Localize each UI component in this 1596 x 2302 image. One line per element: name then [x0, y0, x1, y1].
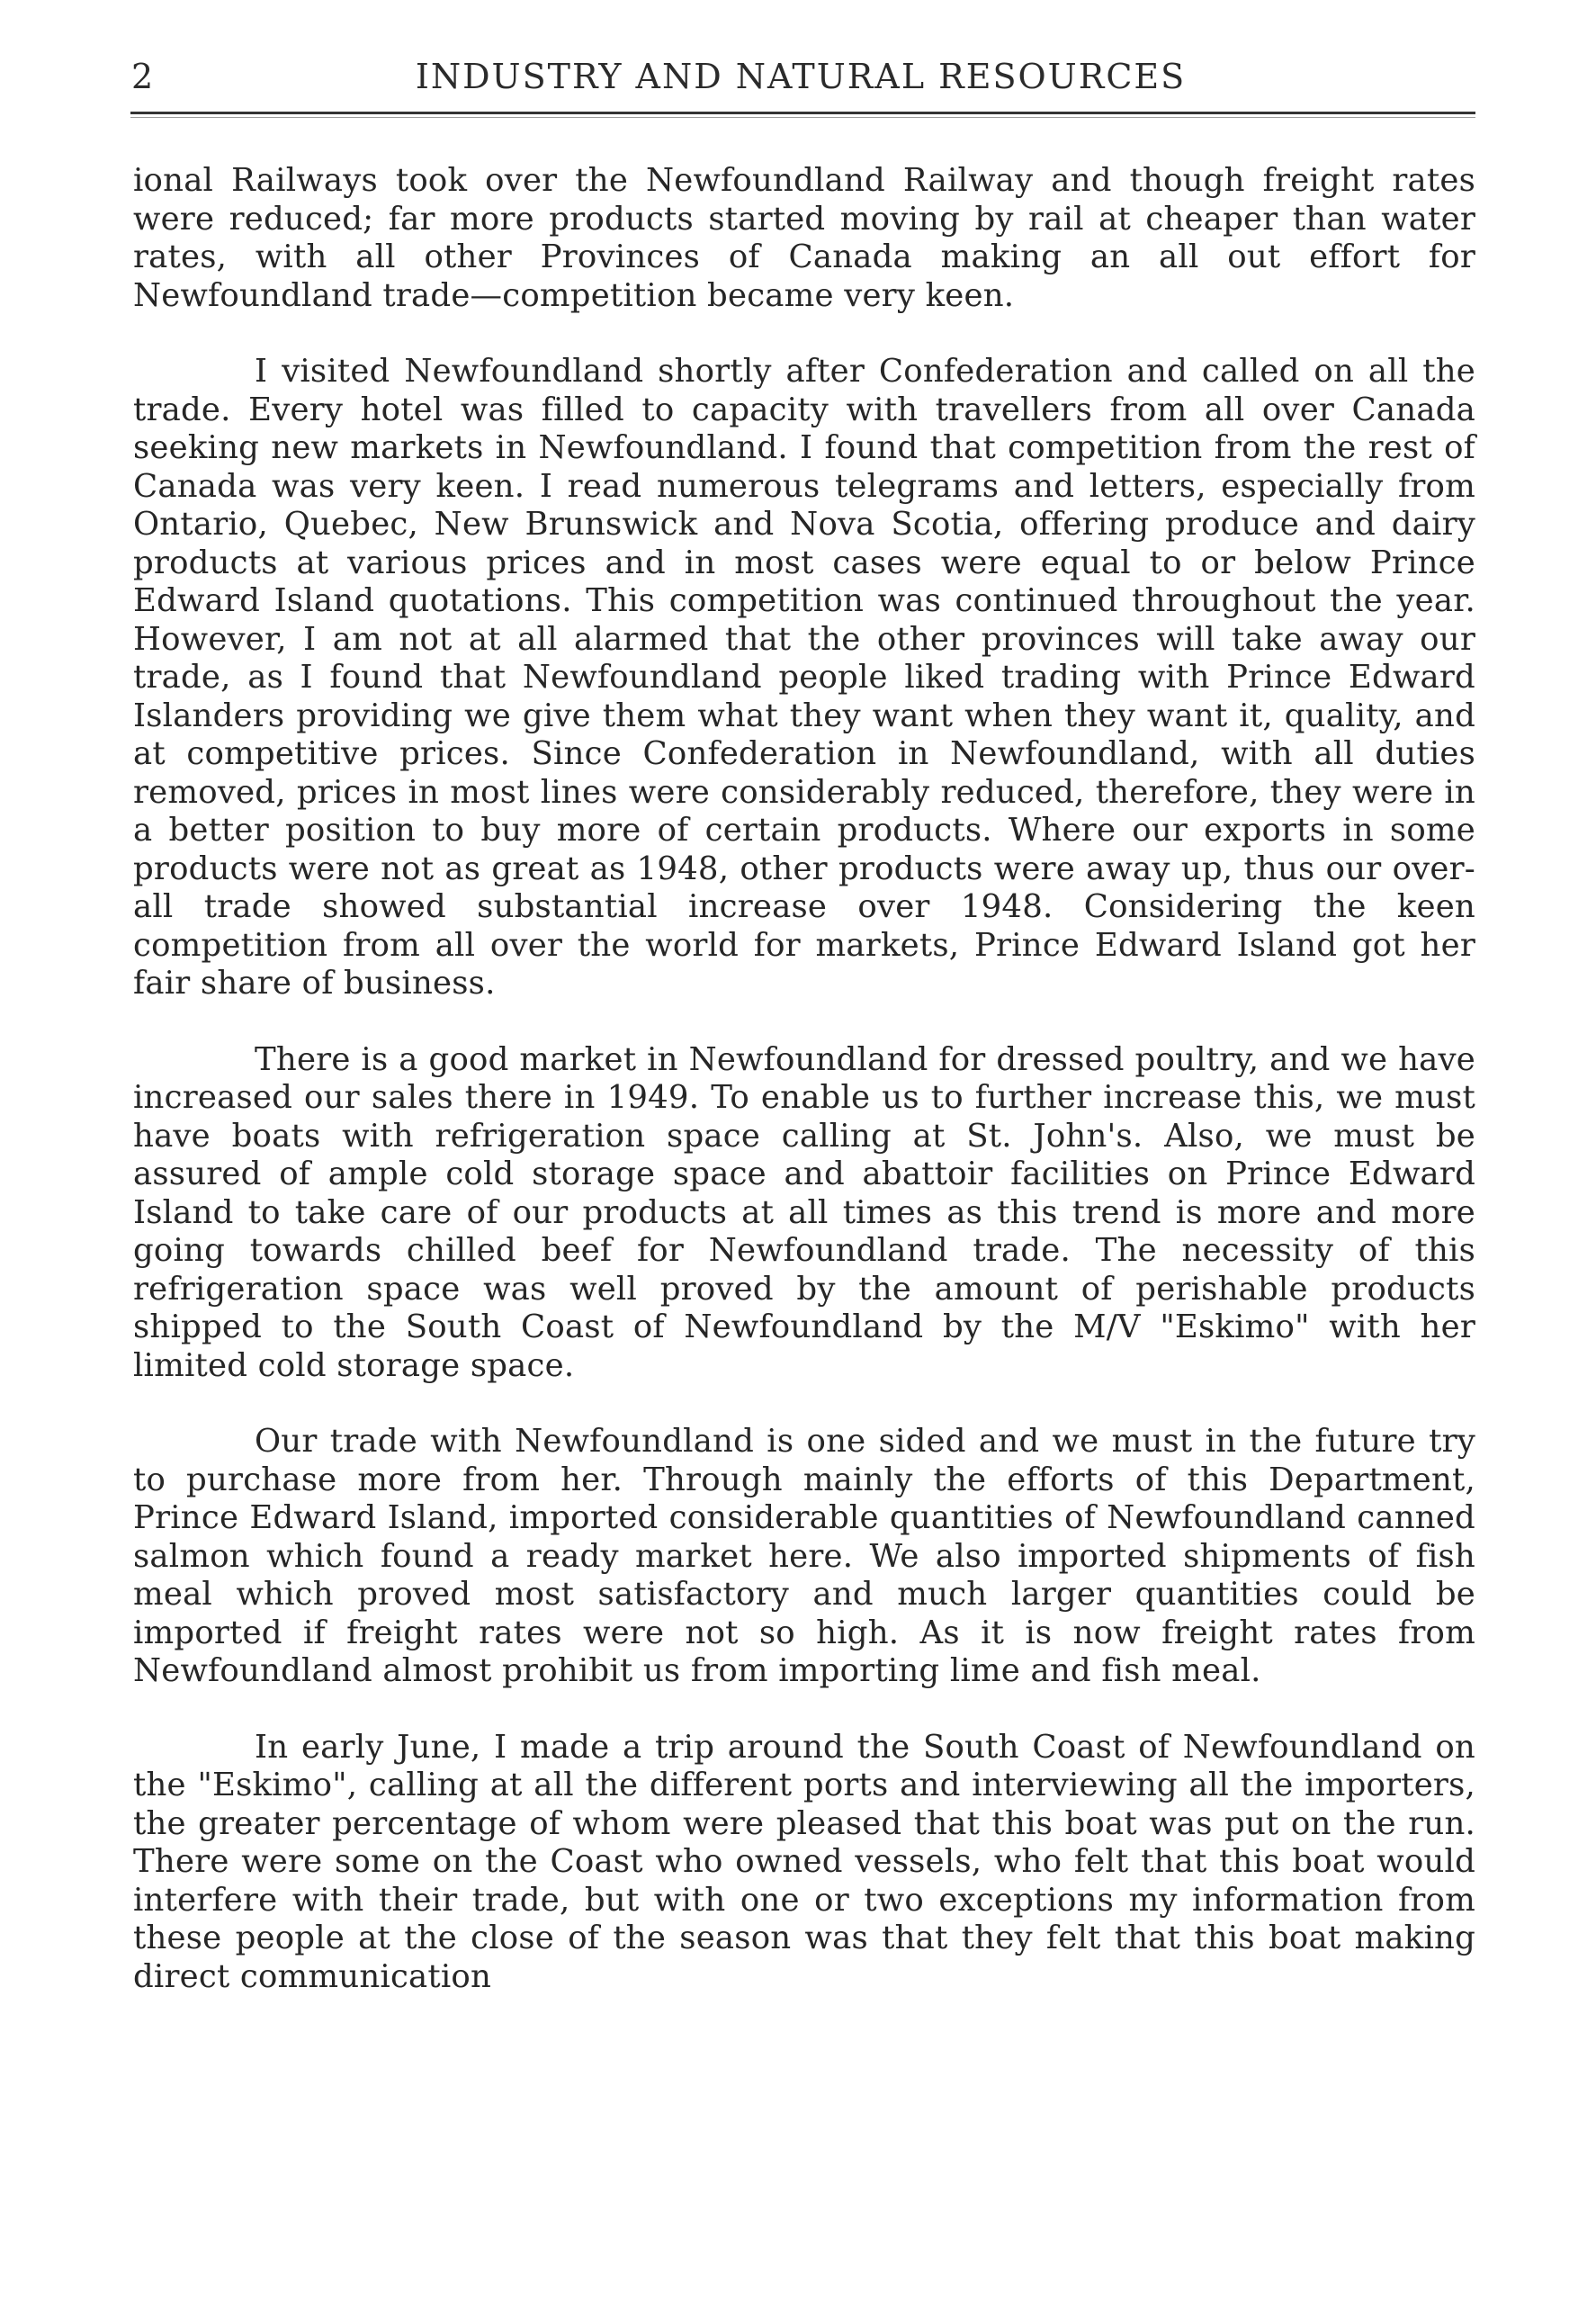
paragraph-2: I visited Newfoundland shortly after Confederation and called on all the trade. Every hotel was filled to capacity with travellers from all over Canada seeking new markets in Newfoundland. I found that competition from the rest of Canada was very keen. I read numerous telegrams and letters, especially from Ontario, Quebec, New Brunswick and Nova Scotia, offering produce and dairy products at various prices and in most cases were equal to or below Prince Edward Island quotations. This competition was continued throughout the year. However, I am not at all alarmed that the other provinces will take away our trade, as I found that Newfoundland people liked trading with Prince Edward Islanders providing we give them what they want when they want it, quality, and at competitive prices. Since Confederation in Newfoundland, with all duties removed, prices in most lines were considerably reduced, therefore, they were in a better position to buy more of certain products. Where our exports in some products were not as great as 1948, other products were away up, thus our over-all trade showed substantial increase over 1948. Considering the keen competition from all over the world for markets, Prince Edward Island got her fair share of business. [133, 353, 1475, 1002]
paragraph-1: ional Railways took over the Newfoundland Railway and though freight rates were reduced; far more products started moving by rail at cheaper than water rates, with all other Provinces of Canada making an all out effort for Newfoundland trade—competition became very keen. [133, 162, 1475, 314]
paragraph-5: In early June, I made a trip around the South Coast of Newfoundland on the "Eskimo", calling at all the different ports and interviewing all the importers, the greater percentage of whom were pleased that this boat was put on the run. There were some on the Coast who owned vessels, who felt that this boat would interfere with their trade, but with one or two exceptions my information from these people at the close of the season was that they felt that this boat making direct communication [133, 1728, 1475, 1995]
running-head: INDUSTRY AND NATURAL RESOURCES [415, 57, 1187, 96]
paragraph-4: Our trade with Newfoundland is one sided and we must in the future try to purchase more from her. Through mainly the efforts of this Department, Prince Edward Island, imported considerable quantities of Newfoundland canned salmon which found a ready market here. We also imported shipments of fish meal which proved most satisfactory and much larger quantities could be imported if freight rates were not so high. As it is now freight rates from Newfoundland almost prohibit us from importing lime and fish meal. [133, 1423, 1475, 1689]
page-header [126, 49, 1475, 103]
header-rule [130, 112, 1475, 114]
body-text [133, 162, 1475, 2034]
page-number: 2 [131, 57, 155, 96]
paragraph-3: There is a good market in Newfoundland for dressed poultry, and we have increased our sales there in 1949. To enable us to further increase this, we must have boats with refrigeration space calling at St. John's. Also, we must be assured of ample cold storage space and abattoir facilities on Prince Edward Island to take care of our products at all times as this trend is more and more going towards chilled beef for Newfoundland trade. The necessity of this refrigeration space was well proved by the amount of perishable products shipped to the South Coast of Newfoundland by the M/V "Eskimo" with her limited cold storage space. [133, 1040, 1475, 1384]
header-rule-thin [130, 117, 1475, 118]
